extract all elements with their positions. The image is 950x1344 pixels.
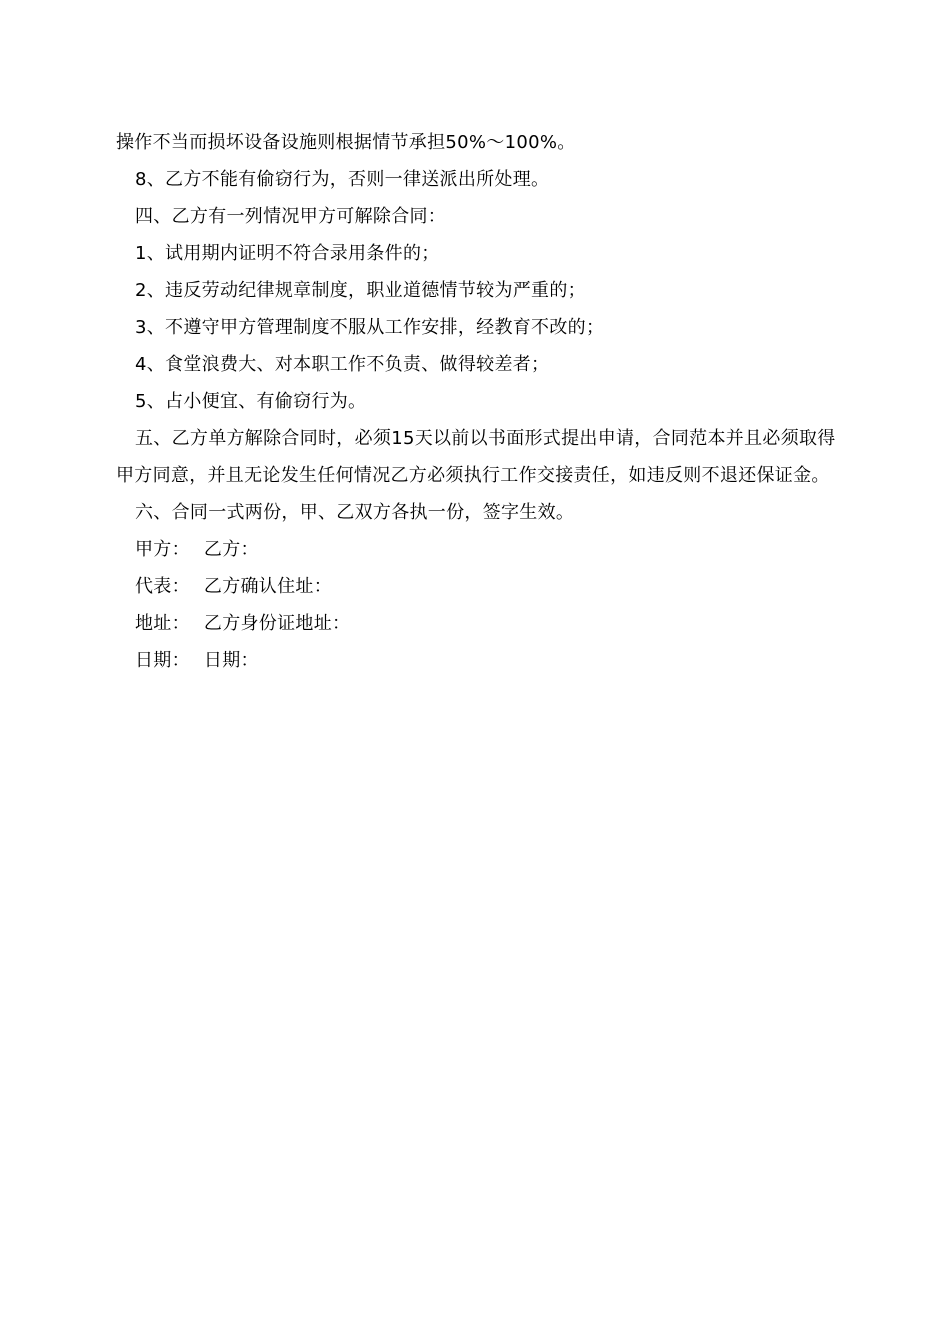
signature-row-parties bbox=[116, 531, 838, 568]
party-b-address-label: 乙方确认住址： bbox=[203, 576, 333, 597]
paragraph-section-6: 六、合同一式两份，甲、乙双方各执一份，签字生效。 bbox=[135, 502, 575, 523]
paragraph-section-4-item-2: 2、违反劳动纪律规章制度，职业道德情节较为严重的； bbox=[135, 280, 586, 301]
signature-block bbox=[116, 531, 838, 679]
date-b-label: 日期： bbox=[203, 650, 259, 671]
date-a-label: 日期： bbox=[135, 650, 190, 671]
paragraph-section-4-item-5: 5、占小便宜、有偷窃行为。 bbox=[135, 391, 367, 412]
representative-label: 代表： bbox=[135, 576, 190, 597]
address-label: 地址： bbox=[135, 613, 190, 634]
paragraph-section-4-item-4: 4、食堂浪费大、对本职工作不负责、做得较差者； bbox=[135, 354, 550, 375]
signature-row-address bbox=[116, 605, 838, 642]
paragraph-continued-clause: 操作不当而损坏设备设施则根据情节承担50%～100%。 bbox=[116, 132, 576, 153]
paragraph-section-4-item-3: 3、不遵守甲方管理制度不服从工作安排，经教育不改的； bbox=[135, 317, 605, 338]
paragraph-section-4-heading: 四、乙方有一列情况甲方可解除合同： bbox=[135, 206, 447, 227]
document-body bbox=[116, 124, 838, 679]
paragraph-section-5: 五、乙方单方解除合同时，必须15天以前以书面形式提出申请，合同范本并且必须取得甲方同意，并且无论发生任何情况乙方必须执行工作交接责任，如违反则不退还保证金。 bbox=[116, 428, 836, 486]
party-b-label: 乙方： bbox=[203, 539, 259, 560]
party-b-id-address-label: 乙方身份证地址： bbox=[203, 613, 351, 634]
paragraph-section-4-item-1: 1、试用期内证明不符合录用条件的； bbox=[135, 243, 440, 264]
party-a-label: 甲方： bbox=[135, 539, 190, 560]
signature-row-representative bbox=[116, 568, 838, 605]
paragraph-clause-8: 8、乙方不能有偷窃行为，否则一律送派出所处理。 bbox=[135, 169, 550, 190]
signature-row-date bbox=[116, 642, 838, 679]
